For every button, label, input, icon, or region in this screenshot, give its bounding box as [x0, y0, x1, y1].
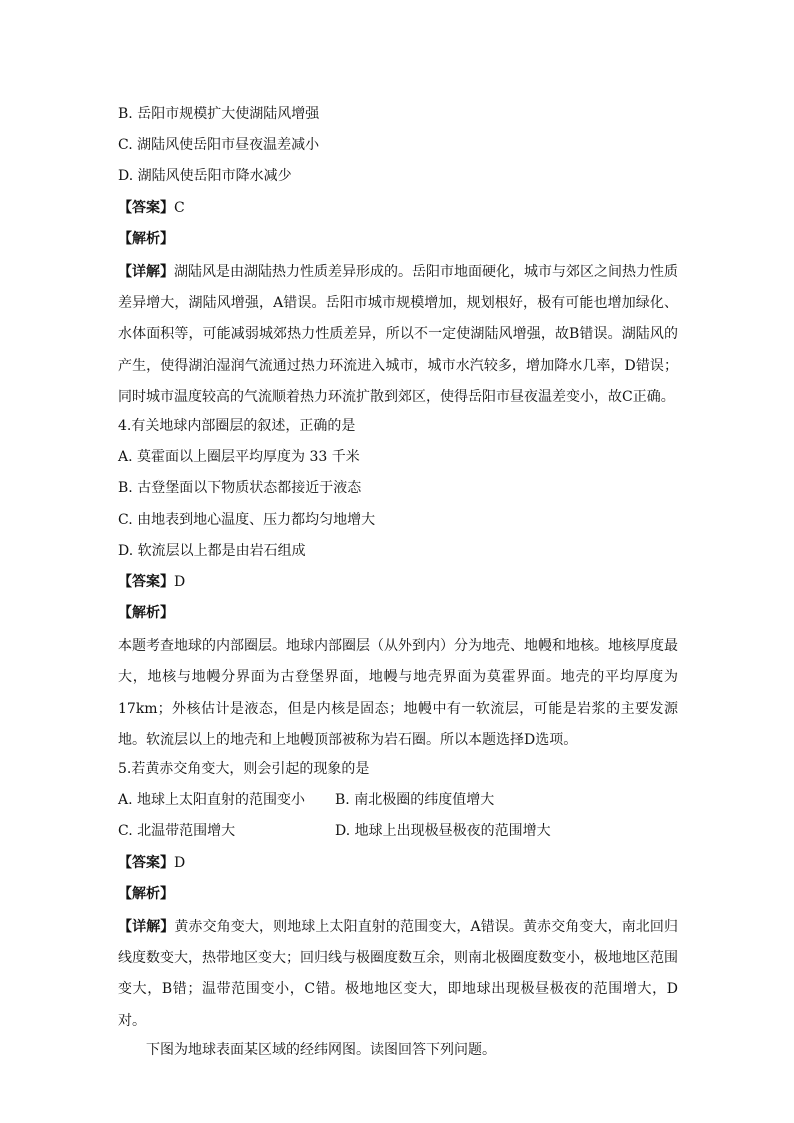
- detail-label: 【详解】: [118, 263, 174, 280]
- q5-option-d: D. 地球上出现极昼极夜的范围增大: [335, 823, 551, 840]
- q3-analysis-label: 【解析】: [118, 230, 174, 247]
- q4-option-c: C. 由地表到地心温度、压力都均匀地增大: [118, 511, 376, 528]
- detail-text: 湖陆风是由湖陆热力性质差异形成的。岳阳市地面硬化，城市与郊区之间热力性质差异增大，湖陆风增强，A错误。岳阳市城市规模增加，规划根好，极有可能也增加绿化、水体面积等，可能减弱城郊热力性质差异，所以不一定使湖陆风增强，故B错误。湖陆风的产生，使得湖泊湿润气流通过热力环流进入城市，城市水汽较多，增加降水几率，D错误；同时城市温度较高的气流顺着热力环流扩散到郊区，使得岳阳市昼夜温差变小，故C正确。: [118, 263, 678, 405]
- detail-text: 黄赤交角变大，则地球上太阳直射的范围变大，A错误。黄赤交角变大，南北回归线度数变大，热带地区变大；回归线与极圈度数互余，则南北极圈度数变小，极地地区范围变大，B错；温带范围变小，C错。极地地区变大，即地球出现极昼极夜的范围增大，D对。: [118, 919, 679, 1029]
- q3-answer: [118, 195, 678, 226]
- q5-option-b: B. 南北极圈的纬度值增大: [335, 792, 495, 809]
- q5-option-a: A. 地球上太阳直射的范围变小: [118, 792, 306, 809]
- q4-option-b: B. 古登堡面以下物质状态都接近于液态: [118, 480, 362, 497]
- answer-value: C: [174, 199, 185, 216]
- detail-label: 【详解】: [118, 919, 175, 936]
- answer-label: 【答案】: [118, 573, 174, 590]
- q4-stem: 4.有关地球内部圈层的叙述，正确的是: [118, 417, 356, 434]
- q5-detail: [118, 912, 678, 1037]
- q5-options-row-2: [118, 818, 678, 849]
- q5-options-row-1: [118, 787, 678, 818]
- q4-analysis-label: 【解析】: [118, 605, 174, 622]
- answer-label: 【答案】: [118, 854, 174, 871]
- q3-option-b: B. 岳阳市规模扩大使湖陆风增强: [118, 106, 320, 122]
- q4-option-d: D. 软流层以上都是由岩石组成: [118, 542, 306, 559]
- q4-analysis-text: 本题考查地球的内部圈层。地球内部圈层（从外到内）分为地壳、地幔和地核。地核厚度最大，地核与地幔分界面为古登堡界面，地幔与地壳界面为莫霍界面。地壳的平均厚度为17km；外核估计是液态，但是内核是固态；地幔中有一软流层，可能是岩浆的主要发源地。软流层以上的地壳和上地幔顶部被称为岩石圈。所以本题选择D选项。: [118, 638, 678, 748]
- q5-option-c: C. 北温带范围增大: [118, 823, 236, 840]
- q4-answer: [118, 569, 678, 600]
- next-question-intro: 下图为地球表面某区域的经纬网图。读图回答下列问题。: [146, 1041, 496, 1058]
- q3-option-d: D. 湖陆风使岳阳市降水减少: [118, 168, 292, 185]
- answer-label: 【答案】: [118, 199, 174, 216]
- q3-detail: [118, 257, 678, 413]
- answer-value: D: [174, 854, 186, 871]
- q5-analysis-label: 【解析】: [118, 885, 174, 902]
- q5-stem: 5.若黄赤交角变大，则会引起的现象的是: [118, 761, 370, 778]
- document-body: [118, 101, 678, 1068]
- q3-option-c: C. 湖陆风使岳阳市昼夜温差减小: [118, 137, 320, 154]
- q5-answer: [118, 850, 678, 881]
- answer-value: D: [174, 573, 186, 590]
- q4-option-a: A. 莫霍面以上圈层平均厚度为 33 千米: [118, 449, 360, 466]
